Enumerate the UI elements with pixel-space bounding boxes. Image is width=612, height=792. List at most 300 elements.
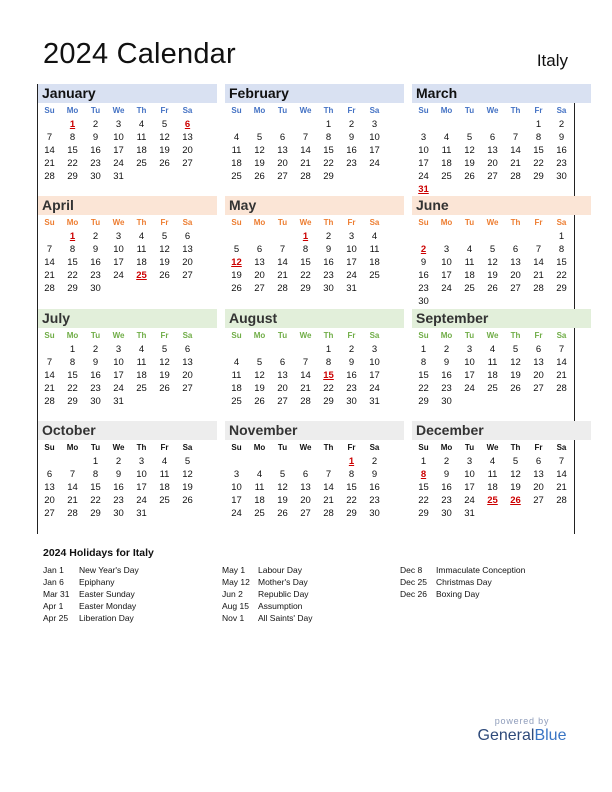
day-cell: 2 bbox=[92, 231, 99, 242]
day-cell: 12 bbox=[510, 357, 521, 368]
weekday-label: We bbox=[299, 106, 312, 115]
day-cell: 29 bbox=[346, 508, 357, 519]
day-cell: 11 bbox=[136, 244, 147, 255]
weekday-label: We bbox=[112, 443, 125, 452]
day-cell: 6 bbox=[256, 244, 263, 255]
day-cell: 29 bbox=[323, 171, 334, 182]
day-cell: 7 bbox=[512, 132, 519, 143]
day-cell: 18 bbox=[464, 270, 475, 281]
week-row bbox=[412, 507, 591, 520]
day-cell: 3 bbox=[115, 119, 122, 130]
day-cell: 3 bbox=[371, 119, 378, 130]
weekday-label: We bbox=[486, 218, 499, 227]
day-cell: 18 bbox=[441, 158, 452, 169]
day-cell: 5 bbox=[161, 119, 168, 130]
day-cell: 17 bbox=[441, 270, 452, 281]
day-cell: 26 bbox=[254, 396, 265, 407]
day-cell: 20 bbox=[182, 145, 193, 156]
day-cell: 30 bbox=[441, 508, 452, 519]
day-cell: 3 bbox=[115, 231, 122, 242]
day-cell: 11 bbox=[487, 469, 498, 480]
day-cell: 29 bbox=[67, 396, 78, 407]
weekday-label: Sa bbox=[556, 443, 567, 452]
day-cell: 12 bbox=[182, 469, 193, 480]
week-row bbox=[38, 230, 217, 243]
weekday-label: Fr bbox=[160, 218, 169, 227]
day-cell: 16 bbox=[346, 370, 357, 381]
day-cell: 28 bbox=[556, 383, 567, 394]
day-cell: 26 bbox=[182, 495, 193, 506]
day-cell: 19 bbox=[464, 158, 475, 169]
weekday-label: Th bbox=[323, 218, 334, 227]
day-cell: 13 bbox=[182, 357, 193, 368]
weekday-label: Tu bbox=[464, 331, 475, 340]
day-cell: 30 bbox=[346, 396, 357, 407]
holiday-name: Assumption bbox=[258, 601, 303, 611]
day-cell: 18 bbox=[136, 257, 147, 268]
day-cell: 31 bbox=[113, 171, 124, 182]
day-cell: 28 bbox=[67, 508, 78, 519]
brand-logo[interactable] bbox=[474, 716, 570, 745]
weekday-label: Tu bbox=[90, 443, 101, 452]
day-cell: 1 bbox=[420, 456, 427, 467]
day-cell: 18 bbox=[231, 383, 242, 394]
week-row bbox=[38, 356, 217, 369]
holiday-item bbox=[43, 564, 139, 576]
weekday-label: Su bbox=[44, 331, 55, 340]
week-row bbox=[225, 118, 404, 131]
day-cell: 12 bbox=[159, 357, 170, 368]
week-row bbox=[38, 395, 217, 408]
holiday-item bbox=[400, 588, 525, 600]
week-row bbox=[412, 144, 591, 157]
day-cell: 20 bbox=[510, 270, 521, 281]
day-cell: 10 bbox=[113, 244, 124, 255]
weekday-label: Su bbox=[231, 443, 242, 452]
weekday-label: Mo bbox=[253, 443, 266, 452]
day-cell: 11 bbox=[231, 370, 242, 381]
day-cell: 7 bbox=[535, 244, 542, 255]
weekday-label: Sa bbox=[369, 218, 380, 227]
week-row bbox=[225, 507, 404, 520]
day-cell: 7 bbox=[279, 244, 286, 255]
day-cell: 13 bbox=[277, 145, 288, 156]
day-cell: 26 bbox=[159, 383, 170, 394]
day-cell: 27 bbox=[533, 495, 544, 506]
holiday-name: All Saints' Day bbox=[258, 613, 313, 623]
day-cell: 16 bbox=[90, 145, 101, 156]
day-cell: 16 bbox=[90, 370, 101, 381]
day-cell: 18 bbox=[136, 370, 147, 381]
holiday-item bbox=[222, 564, 313, 576]
day-cell: 13 bbox=[182, 132, 193, 143]
day-cell: 29 bbox=[67, 283, 78, 294]
brand-name-general: General bbox=[477, 727, 535, 744]
day-cell: 8 bbox=[325, 132, 332, 143]
day-cell: 15 bbox=[533, 145, 544, 156]
holiday-name: Liberation Day bbox=[79, 613, 134, 623]
day-cell: 27 bbox=[533, 383, 544, 394]
day-cell: 18 bbox=[159, 482, 170, 493]
holiday-day: 12 bbox=[231, 257, 242, 268]
month-september bbox=[412, 309, 591, 408]
day-cell: 22 bbox=[323, 158, 334, 169]
weekday-header bbox=[225, 440, 404, 455]
week-row bbox=[412, 369, 591, 382]
day-cell: 27 bbox=[300, 508, 311, 519]
day-cell: 8 bbox=[302, 244, 309, 255]
day-cell: 3 bbox=[233, 469, 240, 480]
weekday-label: We bbox=[486, 331, 499, 340]
day-cell: 23 bbox=[90, 158, 101, 169]
day-cell: 14 bbox=[67, 482, 78, 493]
weekday-label: We bbox=[112, 218, 125, 227]
holiday-day: 8 bbox=[420, 469, 427, 480]
holiday-day: 6 bbox=[184, 119, 191, 130]
day-cell: 4 bbox=[443, 132, 450, 143]
day-cell: 24 bbox=[346, 270, 357, 281]
weekday-label: Th bbox=[323, 331, 334, 340]
weekday-label: Mo bbox=[253, 218, 266, 227]
day-cell: 16 bbox=[556, 145, 567, 156]
day-cell: 14 bbox=[510, 145, 521, 156]
month-name: February bbox=[225, 84, 404, 103]
day-cell: 30 bbox=[90, 171, 101, 182]
day-cell: 5 bbox=[233, 244, 240, 255]
month-february bbox=[225, 84, 404, 183]
weekday-label: Tu bbox=[90, 218, 101, 227]
day-cell: 15 bbox=[418, 482, 429, 493]
day-cell: 17 bbox=[464, 482, 475, 493]
day-cell: 11 bbox=[441, 145, 452, 156]
day-cell: 8 bbox=[69, 244, 76, 255]
day-cell: 10 bbox=[231, 482, 242, 493]
holiday-date: Dec 26 bbox=[400, 589, 427, 599]
day-cell: 24 bbox=[113, 270, 124, 281]
brand-tagline: powered by bbox=[494, 716, 550, 726]
week-row bbox=[412, 481, 591, 494]
weekday-label: We bbox=[112, 106, 125, 115]
day-cell: 16 bbox=[90, 257, 101, 268]
day-cell: 19 bbox=[277, 495, 288, 506]
holiday-item bbox=[400, 576, 525, 588]
day-cell: 3 bbox=[371, 344, 378, 355]
weekday-label: Sa bbox=[556, 218, 567, 227]
day-cell: 21 bbox=[323, 495, 334, 506]
day-cell: 10 bbox=[418, 145, 429, 156]
day-cell: 2 bbox=[371, 456, 378, 467]
weekday-label: Fr bbox=[160, 443, 169, 452]
day-cell: 1 bbox=[325, 119, 332, 130]
month-name: July bbox=[38, 309, 217, 328]
holiday-day: 26 bbox=[510, 495, 521, 506]
weekday-header bbox=[38, 328, 217, 343]
day-cell: 8 bbox=[348, 469, 355, 480]
holiday-item bbox=[43, 576, 139, 588]
day-cell: 7 bbox=[558, 344, 565, 355]
day-cell: 12 bbox=[487, 257, 498, 268]
holiday-item bbox=[222, 588, 313, 600]
day-cell: 6 bbox=[302, 469, 309, 480]
day-cell: 27 bbox=[182, 383, 193, 394]
week-row bbox=[412, 356, 591, 369]
day-cell: 8 bbox=[69, 132, 76, 143]
week-row bbox=[412, 468, 591, 481]
day-cell: 5 bbox=[256, 357, 263, 368]
day-cell: 26 bbox=[159, 270, 170, 281]
day-cell: 7 bbox=[46, 244, 53, 255]
holiday-item bbox=[222, 612, 313, 624]
day-cell: 21 bbox=[300, 383, 311, 394]
day-cell: 4 bbox=[466, 244, 473, 255]
day-cell: 14 bbox=[533, 257, 544, 268]
weekday-label: We bbox=[299, 218, 312, 227]
day-cell: 9 bbox=[325, 244, 332, 255]
weekday-label: Th bbox=[510, 443, 521, 452]
week-row bbox=[38, 494, 217, 507]
week-row bbox=[38, 269, 217, 282]
holiday-name: New Year's Day bbox=[79, 565, 139, 575]
weekday-label: Fr bbox=[534, 106, 543, 115]
day-cell: 30 bbox=[90, 283, 101, 294]
day-cell: 16 bbox=[441, 370, 452, 381]
weekday-label: Sa bbox=[369, 331, 380, 340]
day-cell: 22 bbox=[300, 270, 311, 281]
day-cell: 18 bbox=[231, 158, 242, 169]
day-cell: 27 bbox=[44, 508, 55, 519]
day-cell: 30 bbox=[441, 396, 452, 407]
day-cell: 11 bbox=[464, 257, 475, 268]
weekday-label: Su bbox=[418, 106, 429, 115]
day-cell: 17 bbox=[113, 145, 124, 156]
day-cell: 22 bbox=[67, 383, 78, 394]
country-label: Italy bbox=[536, 51, 568, 70]
day-cell: 2 bbox=[325, 231, 332, 242]
weekday-label: Mo bbox=[440, 218, 453, 227]
day-cell: 20 bbox=[182, 257, 193, 268]
weekday-header bbox=[225, 215, 404, 230]
day-cell: 14 bbox=[556, 357, 567, 368]
week-row bbox=[412, 243, 591, 256]
day-cell: 3 bbox=[420, 132, 427, 143]
day-cell: 5 bbox=[512, 344, 519, 355]
day-cell: 17 bbox=[113, 257, 124, 268]
day-cell: 22 bbox=[323, 383, 334, 394]
day-cell: 21 bbox=[44, 270, 55, 281]
day-cell: 29 bbox=[300, 283, 311, 294]
day-cell: 17 bbox=[369, 370, 380, 381]
day-cell: 21 bbox=[44, 383, 55, 394]
day-cell: 16 bbox=[418, 270, 429, 281]
day-cell: 20 bbox=[487, 158, 498, 169]
day-cell: 29 bbox=[418, 396, 429, 407]
month-august bbox=[225, 309, 404, 408]
day-cell: 24 bbox=[113, 383, 124, 394]
holiday-date: Nov 1 bbox=[222, 613, 245, 623]
day-cell: 20 bbox=[533, 370, 544, 381]
day-cell: 28 bbox=[277, 283, 288, 294]
week-row bbox=[412, 295, 591, 308]
day-cell: 5 bbox=[489, 244, 496, 255]
day-cell: 31 bbox=[464, 508, 475, 519]
day-cell: 2 bbox=[348, 119, 355, 130]
day-cell: 12 bbox=[159, 132, 170, 143]
day-cell: 29 bbox=[90, 508, 101, 519]
day-cell: 24 bbox=[418, 171, 429, 182]
day-cell: 14 bbox=[277, 257, 288, 268]
month-name: April bbox=[38, 196, 217, 215]
day-cell: 21 bbox=[510, 158, 521, 169]
page-title: 2024 Calendar bbox=[43, 38, 236, 70]
day-cell: 23 bbox=[90, 383, 101, 394]
week-row bbox=[412, 183, 591, 196]
day-cell: 12 bbox=[254, 370, 265, 381]
day-cell: 19 bbox=[159, 257, 170, 268]
day-cell: 30 bbox=[113, 508, 124, 519]
weekday-label: Mo bbox=[440, 331, 453, 340]
day-cell: 20 bbox=[277, 158, 288, 169]
day-cell: 11 bbox=[136, 132, 147, 143]
day-cell: 2 bbox=[92, 344, 99, 355]
day-cell: 28 bbox=[300, 396, 311, 407]
day-cell: 23 bbox=[113, 495, 124, 506]
day-cell: 7 bbox=[325, 469, 332, 480]
day-cell: 3 bbox=[115, 344, 122, 355]
week-row bbox=[225, 356, 404, 369]
day-cell: 23 bbox=[556, 158, 567, 169]
week-row bbox=[38, 131, 217, 144]
weekday-label: Fr bbox=[347, 106, 356, 115]
day-cell: 28 bbox=[510, 171, 521, 182]
week-row bbox=[412, 157, 591, 170]
week-row bbox=[38, 282, 217, 295]
day-cell: 10 bbox=[369, 357, 380, 368]
holiday-date: Dec 25 bbox=[400, 577, 427, 587]
day-cell: 29 bbox=[67, 171, 78, 182]
weekday-header bbox=[38, 440, 217, 455]
day-cell: 7 bbox=[558, 456, 565, 467]
day-cell: 13 bbox=[182, 244, 193, 255]
day-cell: 21 bbox=[277, 270, 288, 281]
day-cell: 19 bbox=[231, 270, 242, 281]
day-cell: 28 bbox=[323, 508, 334, 519]
day-cell: 27 bbox=[487, 171, 498, 182]
holiday-day: 31 bbox=[418, 184, 429, 195]
day-cell: 17 bbox=[346, 257, 357, 268]
day-cell: 16 bbox=[441, 482, 452, 493]
day-cell: 29 bbox=[556, 283, 567, 294]
week-row bbox=[225, 343, 404, 356]
day-cell: 2 bbox=[348, 344, 355, 355]
holiday-name: Mother's Day bbox=[258, 577, 308, 587]
week-row bbox=[412, 230, 591, 243]
day-cell: 13 bbox=[300, 482, 311, 493]
holiday-date: Mar 31 bbox=[43, 589, 70, 599]
weekday-label: We bbox=[486, 443, 499, 452]
day-cell: 25 bbox=[136, 158, 147, 169]
weekday-header bbox=[412, 440, 591, 455]
day-cell: 13 bbox=[533, 357, 544, 368]
day-cell: 10 bbox=[464, 469, 475, 480]
day-cell: 26 bbox=[487, 283, 498, 294]
weekday-label: Su bbox=[44, 443, 55, 452]
day-cell: 30 bbox=[323, 283, 334, 294]
day-cell: 23 bbox=[369, 495, 380, 506]
day-cell: 9 bbox=[92, 132, 99, 143]
week-row bbox=[38, 507, 217, 520]
week-row bbox=[225, 243, 404, 256]
day-cell: 21 bbox=[300, 158, 311, 169]
weekday-label: Tu bbox=[464, 218, 475, 227]
holiday-item bbox=[43, 600, 139, 612]
month-march bbox=[412, 84, 591, 196]
day-cell: 4 bbox=[371, 231, 378, 242]
month-name: January bbox=[38, 84, 217, 103]
day-cell: 18 bbox=[369, 257, 380, 268]
weekday-label: Fr bbox=[160, 331, 169, 340]
day-cell: 21 bbox=[44, 158, 55, 169]
day-cell: 4 bbox=[489, 344, 496, 355]
day-cell: 25 bbox=[487, 383, 498, 394]
weekday-label: Th bbox=[136, 443, 147, 452]
day-cell: 13 bbox=[254, 257, 265, 268]
weekday-label: Sa bbox=[182, 218, 193, 227]
weekday-label: Su bbox=[418, 218, 429, 227]
day-cell: 19 bbox=[487, 270, 498, 281]
day-cell: 27 bbox=[254, 283, 265, 294]
day-cell: 30 bbox=[556, 171, 567, 182]
weekday-label: Sa bbox=[182, 106, 193, 115]
month-june bbox=[412, 196, 591, 308]
weekday-header bbox=[412, 328, 591, 343]
day-cell: 30 bbox=[90, 396, 101, 407]
month-october bbox=[38, 421, 217, 520]
day-cell: 26 bbox=[277, 508, 288, 519]
day-cell: 1 bbox=[92, 456, 99, 467]
week-row bbox=[38, 481, 217, 494]
day-cell: 11 bbox=[159, 469, 170, 480]
day-cell: 14 bbox=[300, 145, 311, 156]
week-row bbox=[225, 455, 404, 468]
day-cell: 27 bbox=[277, 396, 288, 407]
day-cell: 24 bbox=[464, 383, 475, 394]
day-cell: 14 bbox=[556, 469, 567, 480]
day-cell: 12 bbox=[254, 145, 265, 156]
calendar-grid bbox=[37, 84, 575, 534]
weekday-label: Th bbox=[136, 106, 147, 115]
day-cell: 1 bbox=[325, 344, 332, 355]
weekday-label: Tu bbox=[277, 218, 288, 227]
weekday-label: Su bbox=[44, 218, 55, 227]
day-cell: 11 bbox=[231, 145, 242, 156]
day-cell: 16 bbox=[323, 257, 334, 268]
weekday-label: Su bbox=[44, 106, 55, 115]
day-cell: 6 bbox=[279, 132, 286, 143]
day-cell: 18 bbox=[487, 482, 498, 493]
week-row bbox=[38, 369, 217, 382]
holiday-item bbox=[222, 576, 313, 588]
day-cell: 12 bbox=[510, 469, 521, 480]
holiday-name: Epiphany bbox=[79, 577, 115, 587]
day-cell: 26 bbox=[464, 171, 475, 182]
week-row bbox=[225, 395, 404, 408]
day-cell: 13 bbox=[487, 145, 498, 156]
holiday-day: 25 bbox=[136, 270, 147, 281]
day-cell: 10 bbox=[346, 244, 357, 255]
day-cell: 5 bbox=[184, 456, 191, 467]
day-cell: 27 bbox=[510, 283, 521, 294]
week-row bbox=[38, 144, 217, 157]
